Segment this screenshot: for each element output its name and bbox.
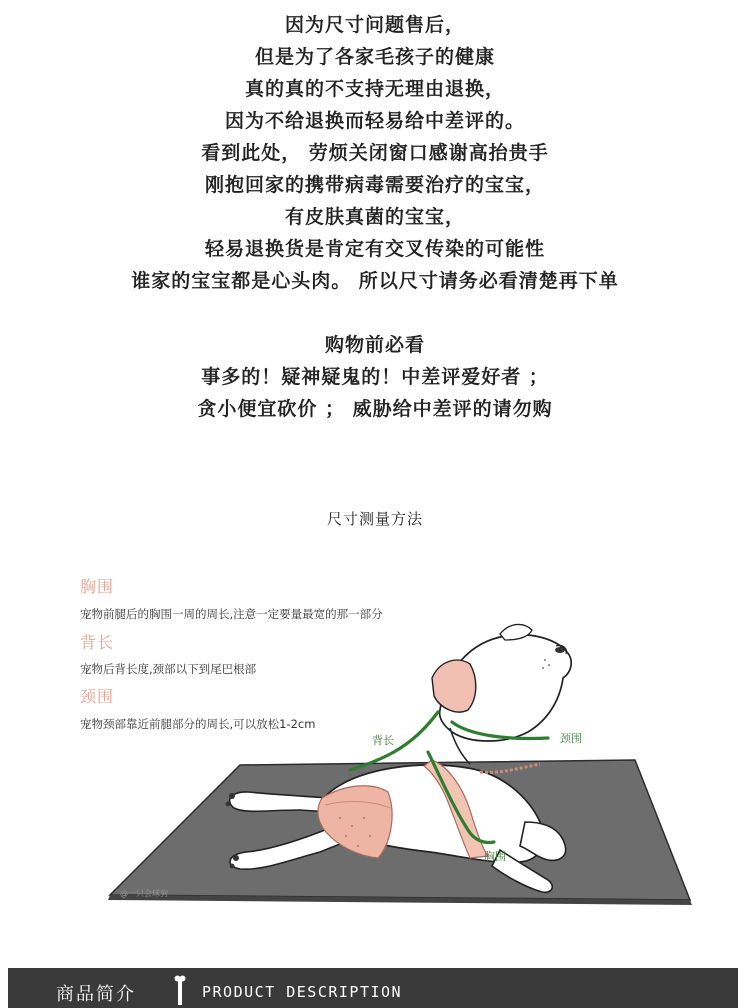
notice-heading: 购物前必看 [324, 334, 425, 356]
back-length-label: 背长 [372, 734, 394, 747]
ear-shape [432, 660, 476, 712]
chest-desc: 宠物前腿后的胸围一周的周长,注意一定要量最宽的那一部分 [80, 607, 383, 621]
notice-line: 因为不给退换而轻易给中差评的。 [224, 110, 525, 132]
notice-line: 谁家的宝宝都是心头肉。 所以尺寸请务必看清楚再下单 [131, 270, 619, 292]
notice-line: 但是为了各家毛孩子的健康 [254, 46, 495, 68]
notice-line: 刚抱回家的携带病毒需要治疗的宝宝， [204, 174, 545, 196]
chest-title: 胸围 [80, 577, 115, 596]
back-title: 背长 [80, 633, 115, 652]
notice-line: 真的真的不支持无理由退换， [244, 78, 505, 100]
measure-title: 尺寸测量方法 [326, 510, 423, 528]
footer-title-en: PRODUCT DESCRIPTION [202, 983, 403, 1001]
notice-line: 有皮肤真菌的宝宝， [284, 206, 465, 228]
measure-panel [0, 560, 750, 920]
notice-line: 看到此处， 劳烦关闭窗口感谢高抬贵手 [201, 142, 549, 164]
neck-desc: 宠物颈部靠近前腿部分的周长,可以放松1-2cm [80, 717, 316, 731]
back-length-line [350, 712, 438, 770]
notice-line: 事多的！疑神疑鬼的！中差评爱好者 ； [201, 366, 549, 388]
back-desc: 宠物后背长度,颈部以下到尾巴根部 [80, 662, 257, 676]
neck-title: 颈围 [80, 687, 115, 706]
product-description-header [8, 968, 738, 1008]
illustration-credit: @一只会球狗 [120, 889, 168, 898]
footer-title-cn: 商品简介 [56, 984, 136, 1005]
bone-icon [174, 975, 186, 1005]
notice-line: 轻易退换货是肯定有交叉传染的可能性 [204, 238, 545, 260]
notice-line: 贪小便宜砍价 ； 威胁给中差评的请勿购 [197, 398, 553, 420]
chest-label: 胸围 [484, 850, 506, 863]
notice-line: 因为尺寸问题售后， [284, 14, 465, 36]
neck-label: 颈围 [560, 732, 582, 745]
